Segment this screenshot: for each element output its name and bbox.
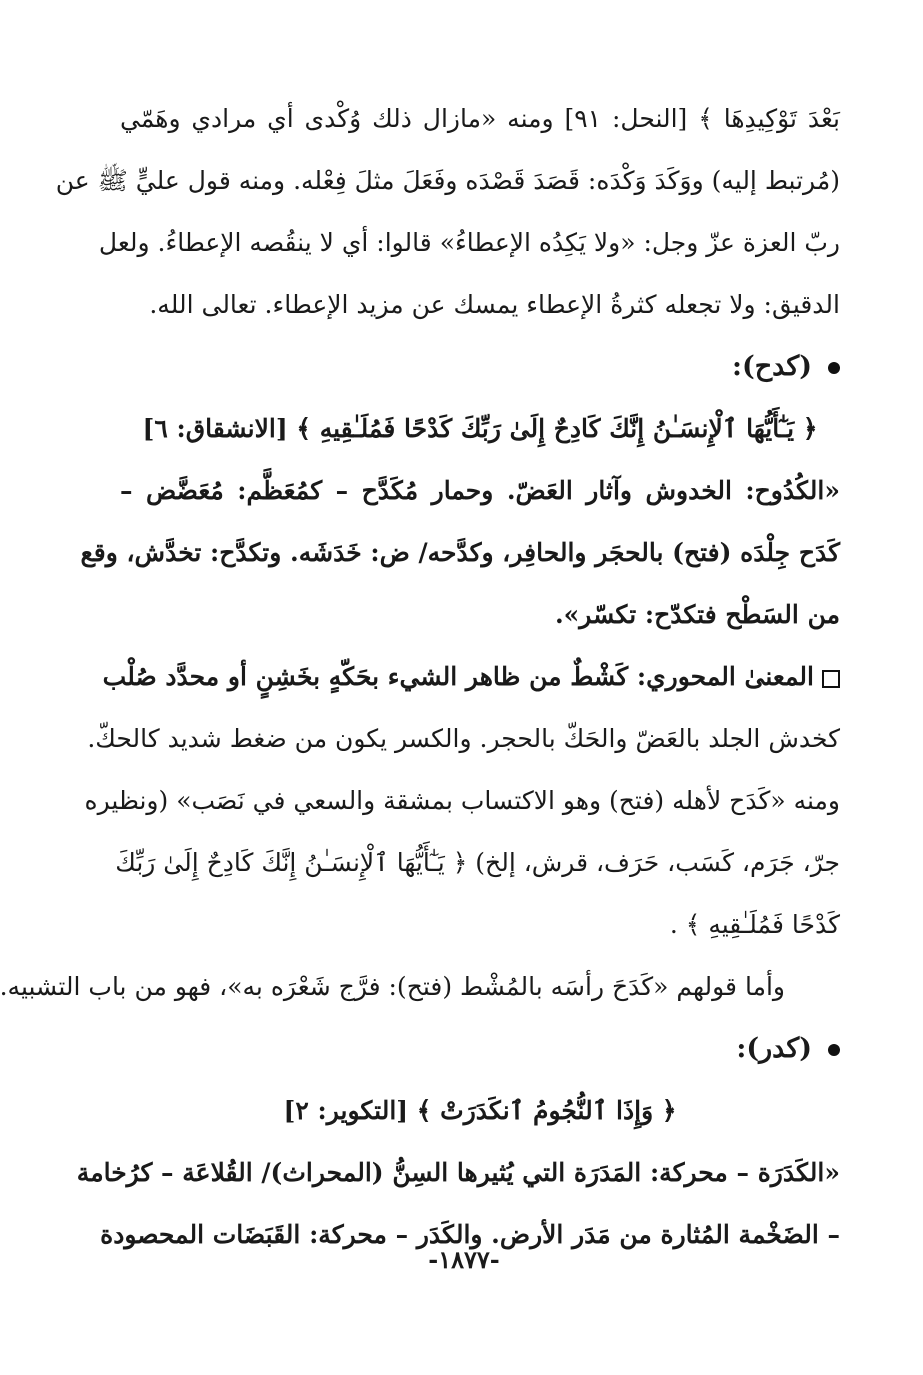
heading-text: (كدر): (736, 1033, 812, 1064)
definition-line: – الضَخْمة المُثارة من مَدَر الأرض. والكَدَر – محركة: القَبَضَات المحصودة (100, 1220, 840, 1249)
definition-line: كَدَح جِلْدَه (فتح) بالحجَر والحافِر، وكدَّحه/ ض: خَدَشَه. وتكدَّح: تخدَّش، وقع (80, 538, 840, 567)
page-number: -١٨٧٧- (428, 1245, 500, 1274)
quran-verse: ﴿ يَـٰٓأَيُّهَا ٱلْإِنسَـٰنُ إِنَّكَ كَادِحٌ إِلَىٰ رَبِّكَ كَدْحًا فَمُلَـٰقِيهِ ﴾ [الانشقاق: ٦] (142, 414, 818, 443)
section-heading-kadr (120, 1018, 840, 1080)
bullet-icon (828, 362, 840, 374)
square-icon (822, 670, 840, 688)
text-line: ربّ العزة عزّ وجل: «ولا يَكِدُه الإعطاءُ» قالوا: أي لا ينقُصه الإعطاءُ. ولعل (98, 228, 840, 257)
definition-line: «الكُدُوح: الخدوش وآثار العَضّ. وحمار مُكَدَّح – كمُعَظَّم: مُعَضَّض – (120, 476, 840, 505)
text-line: الدقيق: ولا تجعله كثرةُ الإعطاء يمسك عن مزيد الإعطاء. تعالى الله. (149, 290, 840, 319)
text-line: وأما قولهم «كَدَحَ رأسَه بالمُشْط (فتح): فرَّج شَعْرَه به»، فهو من باب التشبيه. (0, 972, 785, 1001)
quran-verse: ﴿ وَإِذَا ٱلنُّجُومُ ٱنكَدَرَتْ ﴾ [التكوير: ٢] (283, 1096, 677, 1125)
text-line: ومنه «كَدَح لأهله (فتح) وهو الاكتساب بمشقة والسعي في نَصَب» (ونظيره (84, 786, 840, 815)
heading-text: (كدح): (732, 351, 812, 382)
text-line: كخدش الجلد بالعَضّ والحَكّ بالحجر. والكسر يكون من ضغط شديد كالحكّ. (87, 724, 840, 753)
definition-line: «الكَدَرَة – محركة: المَدَرَة التي يُثيرها السِنُّ (المحراث)/ القُلاعَة – كرُخامة (76, 1158, 840, 1187)
text-line: كَدْحًا فَمُلَـٰقِيهِ ﴾ . (669, 910, 840, 939)
bullet-icon (828, 1044, 840, 1056)
text-line: بَعْدَ تَوْكِيدِهَا ﴾ [النحل: ٩١] ومنه «مازال ذلك وُكْدى أي مرادي وهَمّي (120, 104, 840, 133)
page-body (0, 88, 840, 1266)
core-meaning-line (102, 646, 840, 708)
text-line: (مُرتبط إليه) ووَكَدَ وَكْدَه: قَصَدَ قَصْدَه وفَعَلَ مثلَ فِعْله. ومنه قول عليٍّ ﷺ عن (55, 166, 840, 195)
core-meaning-text: كَشْطٌ من ظاهر الشيء بحَكّهٍ بخَشِنٍ أو محدَّد صُلْب (102, 662, 629, 691)
definition-line: من السَطْح فتكدّح: تكسّر». (554, 600, 840, 629)
section-heading-kadh (120, 336, 840, 398)
text-line: جرّ، جَرَم، كَسَب، حَرَف، قرش، إلخ) ﴿ يَـٰٓأَيُّهَا ٱلْإِنسَـٰنُ إِنَّكَ كَادِحٌ إِلَىٰ رَبِّكَ (115, 848, 840, 877)
core-meaning-label: المعنىٰ المحوري: (636, 662, 814, 691)
